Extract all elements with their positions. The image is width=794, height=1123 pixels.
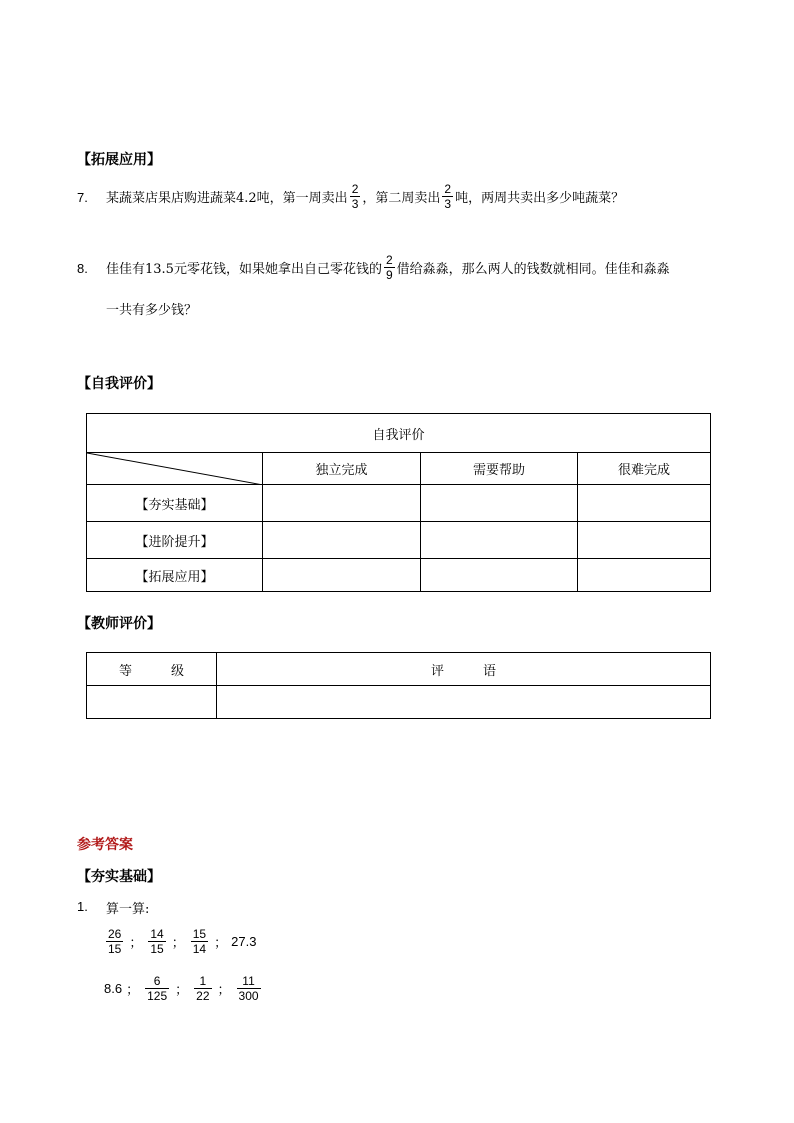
row-label-basic: 【夯实基础】 — [87, 485, 263, 522]
grade-cell[interactable] — [87, 686, 217, 719]
question-8-text-line2: 一共有多少钱？ — [106, 303, 198, 318]
answer-1-row-1 — [104, 923, 256, 959]
row-label-expand: 【拓展应用】 — [87, 559, 263, 592]
diagonal-header-cell — [87, 453, 263, 485]
separator: ； — [214, 934, 228, 950]
separator: ； — [217, 981, 231, 997]
q7-fraction-2: $\frac{2}{3}$ — [444, 181, 452, 211]
self-eval-cell[interactable] — [578, 485, 711, 522]
q7-text-part2: ，第二周卖出 — [362, 190, 441, 206]
answer-value: 27.3 — [231, 933, 257, 949]
comment-cell[interactable] — [217, 686, 711, 719]
diagonal-line — [87, 453, 263, 485]
answer-fraction: $\frac{15}{14}$ — [192, 926, 207, 956]
row-label-advanced: 【进阶提升】 — [87, 522, 263, 559]
column-header-difficult: 很难完成 — [578, 453, 711, 485]
column-header-independent: 独立完成 — [263, 453, 421, 485]
q8-text-part2: 借给淼淼，那么两人的钱数就相同。佳佳和淼淼 — [396, 261, 670, 277]
column-header-grade: 等 级 — [87, 653, 217, 686]
answer-fraction: $\frac{14}{15}$ — [150, 926, 164, 956]
section-heading-expand: 【拓展应用】 — [77, 152, 161, 168]
self-eval-cell[interactable] — [421, 559, 578, 592]
self-eval-cell[interactable] — [263, 485, 421, 522]
self-eval-cell[interactable] — [421, 522, 578, 559]
self-eval-cell[interactable] — [578, 522, 711, 559]
answer-1-row-2 — [104, 970, 263, 1006]
self-eval-cell[interactable] — [263, 559, 421, 592]
q8-text-part1: 佳佳有13.5元零花钱，如果她拿出自己零花钱的 — [106, 261, 382, 277]
column-header-need-help: 需要帮助 — [421, 453, 578, 485]
column-header-comment: 评 语 — [217, 653, 711, 686]
question-7-text — [106, 178, 624, 214]
question-8-text — [106, 249, 670, 285]
self-evaluation-table-title: 自我评价 — [87, 414, 711, 453]
answer-fraction: $\frac{1}{22}$ — [196, 973, 210, 1003]
section-heading-self-evaluation: 【自我评价】 — [77, 376, 161, 392]
self-eval-cell[interactable] — [578, 559, 711, 592]
self-evaluation-table — [86, 413, 711, 592]
q7-text-part3: 吨，两周共卖出多少吨蔬菜？ — [455, 190, 625, 206]
answer-fraction: $\frac{26}{15}$ — [108, 926, 122, 956]
separator: ； — [175, 981, 189, 997]
answer-number-1: 1. — [77, 899, 88, 914]
separator: ； — [171, 934, 185, 950]
section-heading-teacher-evaluation: 【教师评价】 — [77, 616, 161, 632]
answer-1-label: 算一算: — [106, 902, 150, 917]
answer-fraction: $\frac{6}{125}$ — [147, 973, 168, 1003]
question-number-7: 7. — [77, 190, 88, 205]
self-eval-cell[interactable] — [263, 522, 421, 559]
teacher-evaluation-table — [86, 652, 711, 719]
self-eval-cell[interactable] — [421, 485, 578, 522]
separator: ； — [126, 981, 140, 997]
q7-text-part1: 某蔬菜店果店购进蔬菜4.2吨，第一周卖出 — [106, 190, 348, 206]
answer-fraction: $\frac{11}{300}$ — [238, 973, 259, 1003]
q8-fraction-1: $\frac{2}{9}$ — [385, 252, 393, 282]
q7-fraction-1: $\frac{2}{3}$ — [351, 181, 359, 211]
answers-title: 参考答案 — [77, 837, 133, 853]
question-number-8: 8. — [77, 261, 88, 276]
separator: ； — [129, 934, 143, 950]
section-heading-basic: 【夯实基础】 — [77, 869, 161, 885]
answer-value: 8.6 — [104, 980, 123, 996]
